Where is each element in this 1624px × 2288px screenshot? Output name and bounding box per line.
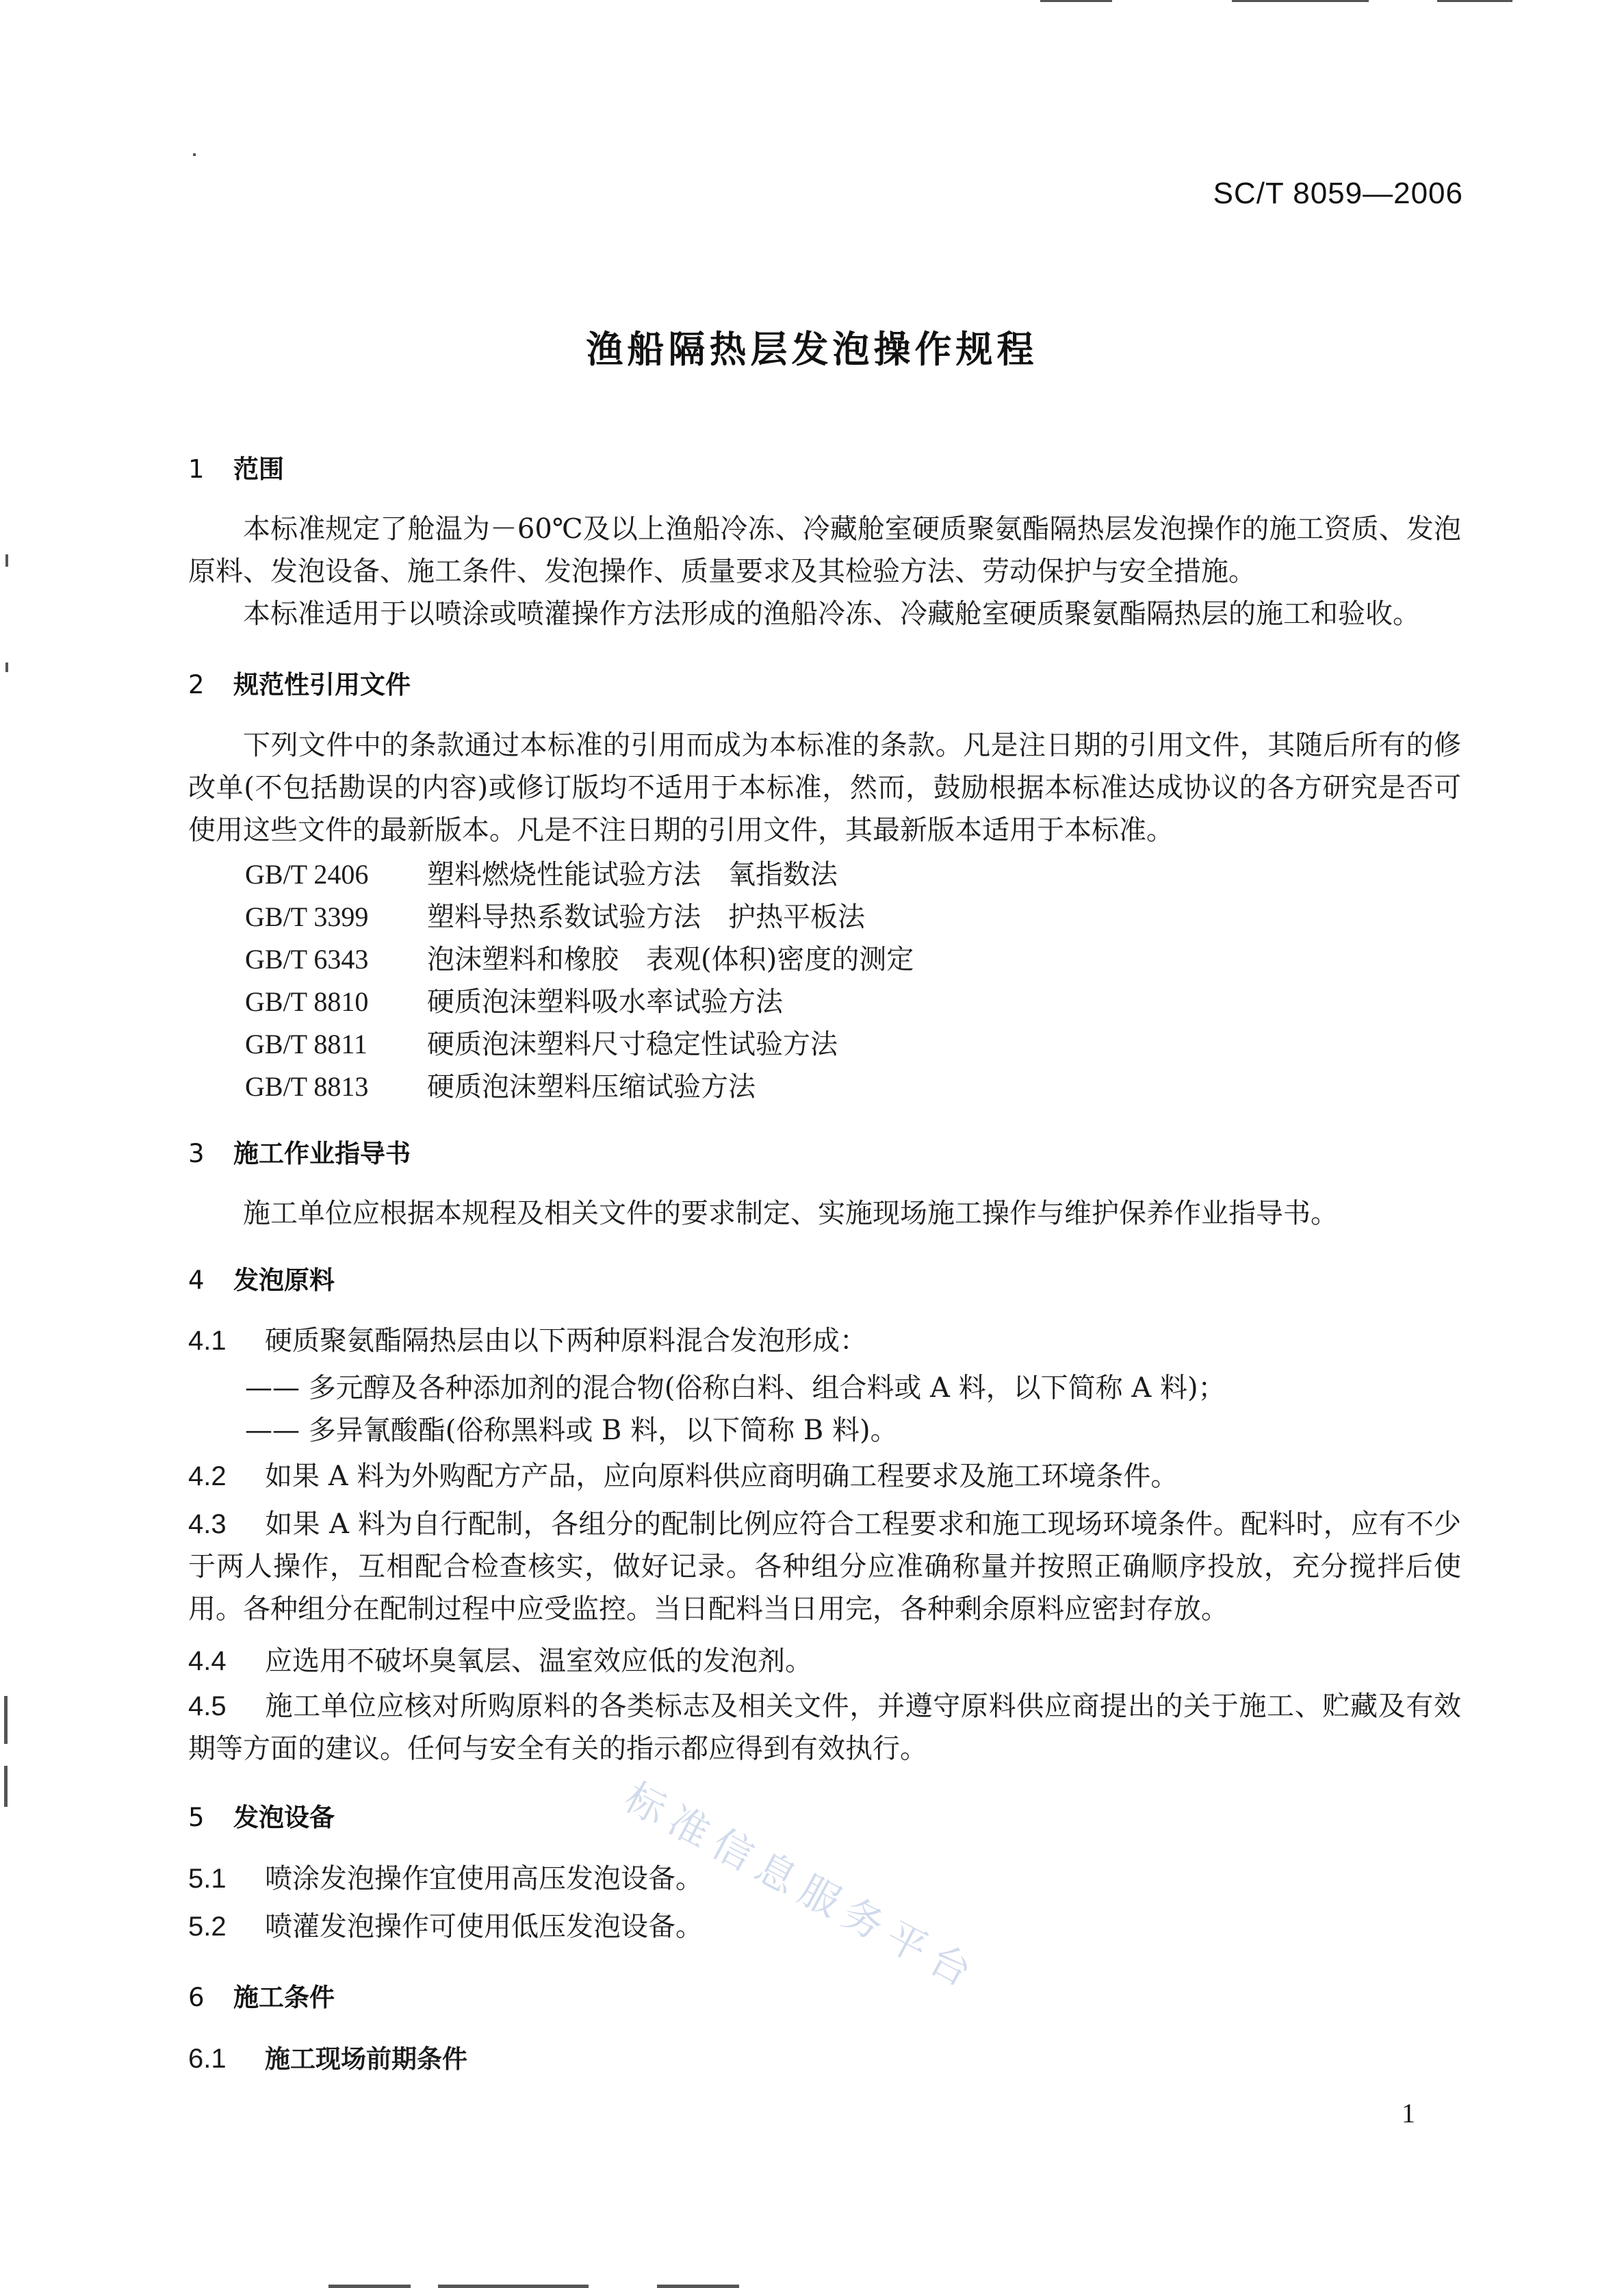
scan-mark	[438, 2285, 589, 2288]
clause-text: 硬质聚氨酯隔热层由以下两种原料混合发泡形成：	[265, 1325, 867, 1357]
subclause-6-1	[188, 2038, 467, 2075]
reference-title: 泡沫塑料和橡胶 表观(体积)密度的测定	[427, 944, 914, 975]
section-number: 3	[188, 1139, 205, 1168]
section-number: 4	[188, 1265, 205, 1295]
clause-text: 喷灌发泡操作可使用低压发泡设备。	[265, 1911, 703, 1942]
reference-code: GB/T 3399	[245, 901, 369, 932]
scan-mark	[328, 2285, 411, 2288]
clause-text: 如果 A 料为外购配方产品，应向原料供应商明确工程要求及施工环境条件。	[265, 1461, 1178, 1492]
reference-item	[245, 980, 783, 1019]
clause-number: 4.2	[188, 1461, 227, 1491]
scan-mark	[1232, 0, 1369, 2]
section-4-heading	[188, 1259, 335, 1296]
clause-number: 4.4	[188, 1646, 227, 1676]
reference-item	[245, 1065, 756, 1104]
section-title: 发泡原料	[233, 1265, 335, 1295]
section-title: 发泡设备	[233, 1803, 335, 1832]
section-3-paragraph: 施工单位应根据本规程及相关文件的要求制定、实施现场施工操作与维护保养作业指导书。	[243, 1198, 1338, 1229]
clause-text: 喷涂发泡操作宜使用高压发泡设备。	[265, 1863, 703, 1894]
clause-4-3	[188, 1503, 1461, 1630]
clause-4-4	[188, 1640, 1461, 1682]
reference-item	[245, 1023, 838, 1062]
section-2-heading	[188, 664, 411, 701]
scan-mark	[193, 153, 196, 156]
reference-code: GB/T 2406	[245, 859, 369, 890]
section-number: 5	[188, 1803, 205, 1832]
clause-text: 如果 A 料为自行配制，各组分的配制比例应符合工程要求和施工现场环境条件。配料时，应有不少于两人操作，互相配合检查核实，做好记录。各种组分应准确称量并按照正确顺序投放，充分搅拌后使用。各种组分在配制过程中应受监控。当日配料当日用完，各种剩余原料应密封存放。	[188, 1508, 1461, 1625]
reference-title: 塑料燃烧性能试验方法 氧指数法	[427, 859, 838, 890]
reference-code: GB/T 6343	[245, 944, 369, 975]
section-1-heading	[188, 448, 284, 485]
reference-title: 塑料导热系数试验方法 护热平板法	[427, 901, 865, 933]
clause-4-5	[188, 1685, 1461, 1770]
section-number: 1	[188, 454, 205, 484]
reference-item	[245, 895, 865, 934]
clause-text: 应选用不破坏臭氧层、温室效应低的发泡剂。	[265, 1645, 812, 1677]
section-2-paragraph: 下列文件中的条款通过本标准的引用而成为本标准的条款。凡是注日期的引用文件，其随后所有的修改单(不包括勘误的内容)或修订版均不适用于本标准，然而，鼓励根据本标准达成协议的各方研究是否可使用这些文件的最新版本。凡是不注日期的引用文件，其最新版本适用于本标准。	[188, 730, 1461, 846]
clause-number: 4.5	[188, 1691, 227, 1721]
scan-mark	[1437, 0, 1512, 2]
section-number: 2	[188, 670, 205, 699]
reference-title: 硬质泡沫塑料尺寸稳定性试验方法	[427, 1029, 838, 1060]
clause-number: 4.1	[188, 1326, 227, 1356]
reference-code: GB/T 8811	[245, 1029, 368, 1059]
clause-title: 施工现场前期条件	[265, 2044, 467, 2074]
scan-mark	[4, 1766, 8, 1807]
page-number: 1	[1402, 2098, 1415, 2129]
standard-code: SC/T 8059—2006	[1213, 177, 1463, 210]
watermark: 标准信息服务平台	[617, 1773, 988, 2000]
clause-number: 5.2	[188, 1912, 227, 1942]
document-title: 渔船隔热层发泡操作规程	[586, 328, 1038, 371]
reference-code: GB/T 8813	[245, 1071, 369, 1102]
reference-code: GB/T 8810	[245, 986, 369, 1017]
scan-mark	[4, 1696, 8, 1744]
clause-4-2	[188, 1455, 1461, 1498]
list-item: —— 多异氰酸酯(俗称黑料或 B 料，以下简称 B 料)。	[245, 1415, 898, 1446]
section-5-heading	[188, 1797, 335, 1834]
section-6-heading	[188, 1977, 335, 2014]
scan-mark	[5, 554, 8, 567]
section-title: 施工条件	[233, 1983, 335, 2012]
section-3-heading	[188, 1133, 411, 1170]
section-title: 规范性引用文件	[233, 670, 411, 699]
scan-mark	[657, 2285, 739, 2288]
reference-title: 硬质泡沫塑料压缩试验方法	[427, 1071, 756, 1103]
clause-number: 5.1	[188, 1864, 227, 1894]
section-title: 范围	[233, 454, 284, 484]
reference-item	[245, 853, 838, 892]
section-1-paragraph-2: 本标准适用于以喷涂或喷灌操作方法形成的渔船冷冻、冷藏舱室硬质聚氨酯隔热层的施工和验收。	[243, 598, 1420, 630]
section-title: 施工作业指导书	[233, 1139, 411, 1168]
clause-text: 施工单位应核对所购原料的各类标志及相关文件，并遵守原料供应商提出的关于施工、贮藏及有效期等方面的建议。任何与安全有关的指示都应得到有效执行。	[188, 1691, 1461, 1764]
reference-item	[245, 938, 914, 977]
section-number: 6	[188, 1983, 205, 2012]
clause-number: 6.1	[188, 2044, 227, 2074]
scan-mark	[1040, 0, 1112, 2]
section-1-paragraph-1: 本标准规定了舱温为－60℃及以上渔船冷冻、冷藏舱室硬质聚氨酯隔热层发泡操作的施工资质、发泡原料、发泡设备、施工条件、发泡操作、质量要求及其检验方法、劳动保护与安全措施。	[188, 513, 1461, 587]
clause-number: 4.3	[188, 1509, 227, 1539]
scan-mark	[5, 663, 8, 672]
clause-4-1	[188, 1320, 1461, 1362]
reference-title: 硬质泡沫塑料吸水率试验方法	[427, 986, 783, 1018]
list-item: —— 多元醇及各种添加剂的混合物(俗称白料、组合料或 A 料，以下简称 A 料)；	[245, 1372, 1226, 1404]
